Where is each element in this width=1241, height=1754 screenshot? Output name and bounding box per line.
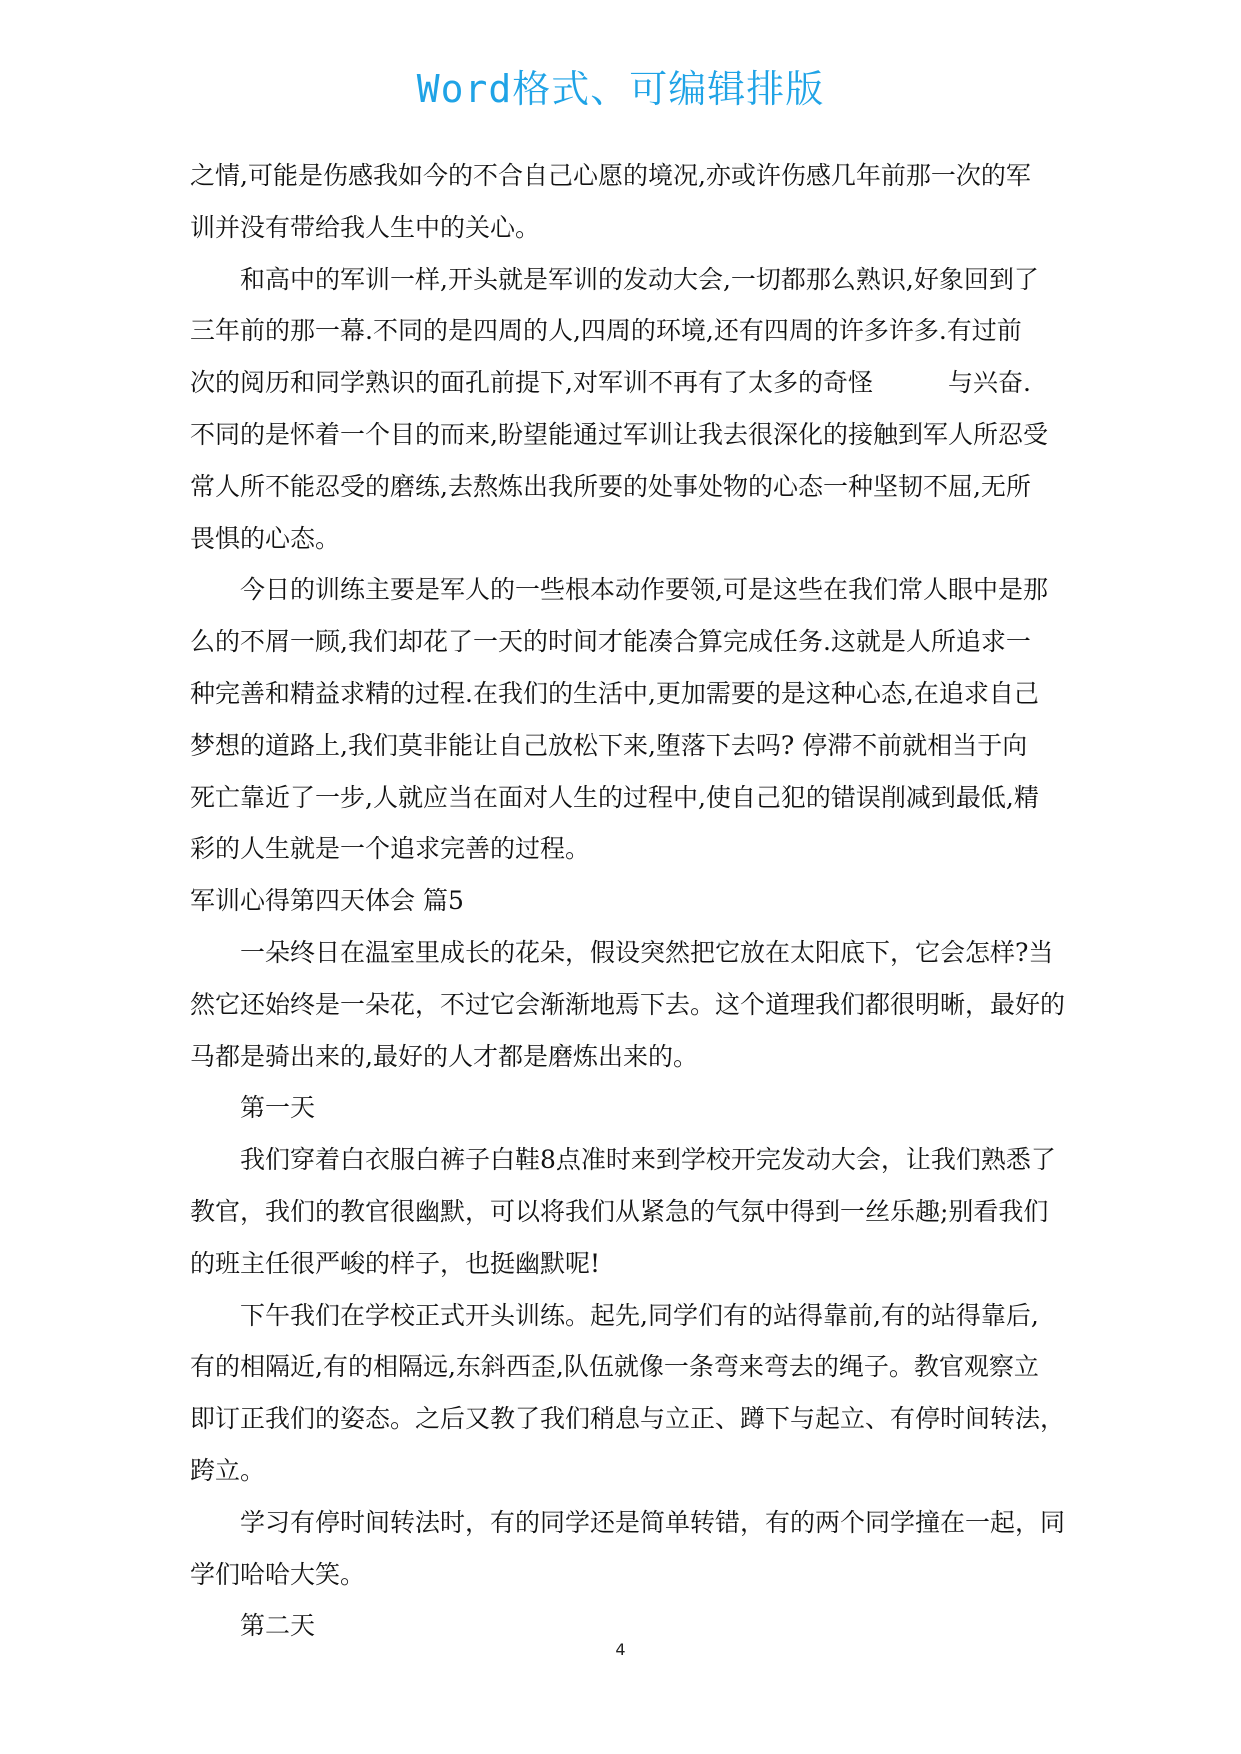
body-line: 次的阅历和同学熟识的面孔前提下,对军训不再有了太多的奇怪 与兴奋. — [190, 368, 1031, 398]
body-line: 然它还始终是一朵花，不过它会渐渐地焉下去。这个道理我们都很明晰，最好的 — [190, 989, 1066, 1019]
day-heading: 第二天 — [240, 1611, 316, 1641]
body-line: 不同的是怀着一个目的而来,盼望能通过军训让我去很深化的接触到军人所忍受 — [190, 419, 1048, 449]
body-line: 我们穿着白衣服白裤子白鞋8点准时来到学校开完发动大会，让我们熟悉了 — [240, 1145, 1056, 1175]
body-line: 一朵终日在温室里成长的花朵，假设突然把它放在太阳底下，它会怎样?当 — [240, 937, 1054, 967]
page-number: 4 — [615, 1640, 626, 1659]
body-line: 学们哈哈大笑。 — [190, 1559, 366, 1589]
body-line: 种完善和精益求精的过程.在我们的生活中,更加需要的是这种心态,在追求自己 — [190, 678, 1039, 708]
body-line: 之情,可能是伤感我如今的不合自己心愿的境况,亦或许伤感几年前那一次的军 — [190, 161, 1031, 190]
day-heading: 第一天 — [240, 1093, 316, 1123]
body-line: 教官，我们的教官很幽默，可以将我们从紧急的气氛中得到一丝乐趣;别看我们 — [190, 1196, 1049, 1226]
body-line: 畏惧的心态。 — [190, 523, 341, 553]
body-line: 即订正我们的姿态。之后又教了我们稍息与立正、蹲下与起立、有停时间转法， — [190, 1404, 1066, 1434]
body-line: 和高中的军训一样,开头就是军训的发动大会,一切都那么熟识,好象回到了 — [240, 264, 1039, 294]
body-line: 三年前的那一幕.不同的是四周的人,四周的环境,还有四周的许多许多.有过前 — [190, 316, 1022, 346]
body-line: 死亡靠近了一步,人就应当在面对人生的过程中,使自己犯的错误削减到最低,精 — [190, 782, 1039, 812]
body-line: 下午我们在学校正式开头训练。起先,同学们有的站得靠前,有的站得靠后, — [240, 1300, 1039, 1330]
body-line: 彩的人生就是一个追求完善的过程。 — [190, 834, 591, 864]
body-line: 今日的训练主要是军人的一些根本动作要领,可是这些在我们常人眼中是那 — [240, 575, 1048, 605]
section-heading: 军训心得第四天体会 篇5 — [190, 886, 464, 916]
body-line: 么的不屑一顾,我们却花了一天的时间才能凑合算完成任务.这就是人所追求一 — [190, 627, 1031, 657]
body-line: 梦想的道路上,我们莫非能让自己放松下来,堕落下去吗? 停滞不前就相当于向 — [190, 730, 1028, 760]
body-line: 的班主任很严峻的样子，也挺幽默呢! — [190, 1248, 601, 1278]
body-line: 常人所不能忍受的磨练,去熬炼出我所要的处事处物的心态一种坚韧不屈,无所 — [190, 471, 1031, 501]
body-line: 有的相隔近,有的相隔远,东斜西歪,队伍就像一条弯来弯去的绳子。教官观察立 — [190, 1352, 1039, 1382]
body-line: 跨立。 — [190, 1455, 266, 1485]
body-line: 学习有停时间转法时，有的同学还是简单转错，有的两个同学撞在一起，同 — [240, 1507, 1066, 1537]
document-body — [190, 150, 1066, 1652]
page-header-title: Word格式、可编辑排版 — [416, 67, 825, 111]
body-line: 训并没有带给我人生中的关心。 — [190, 212, 541, 242]
body-line: 马都是骑出来的,最好的人才都是磨炼出来的。 — [190, 1041, 698, 1071]
